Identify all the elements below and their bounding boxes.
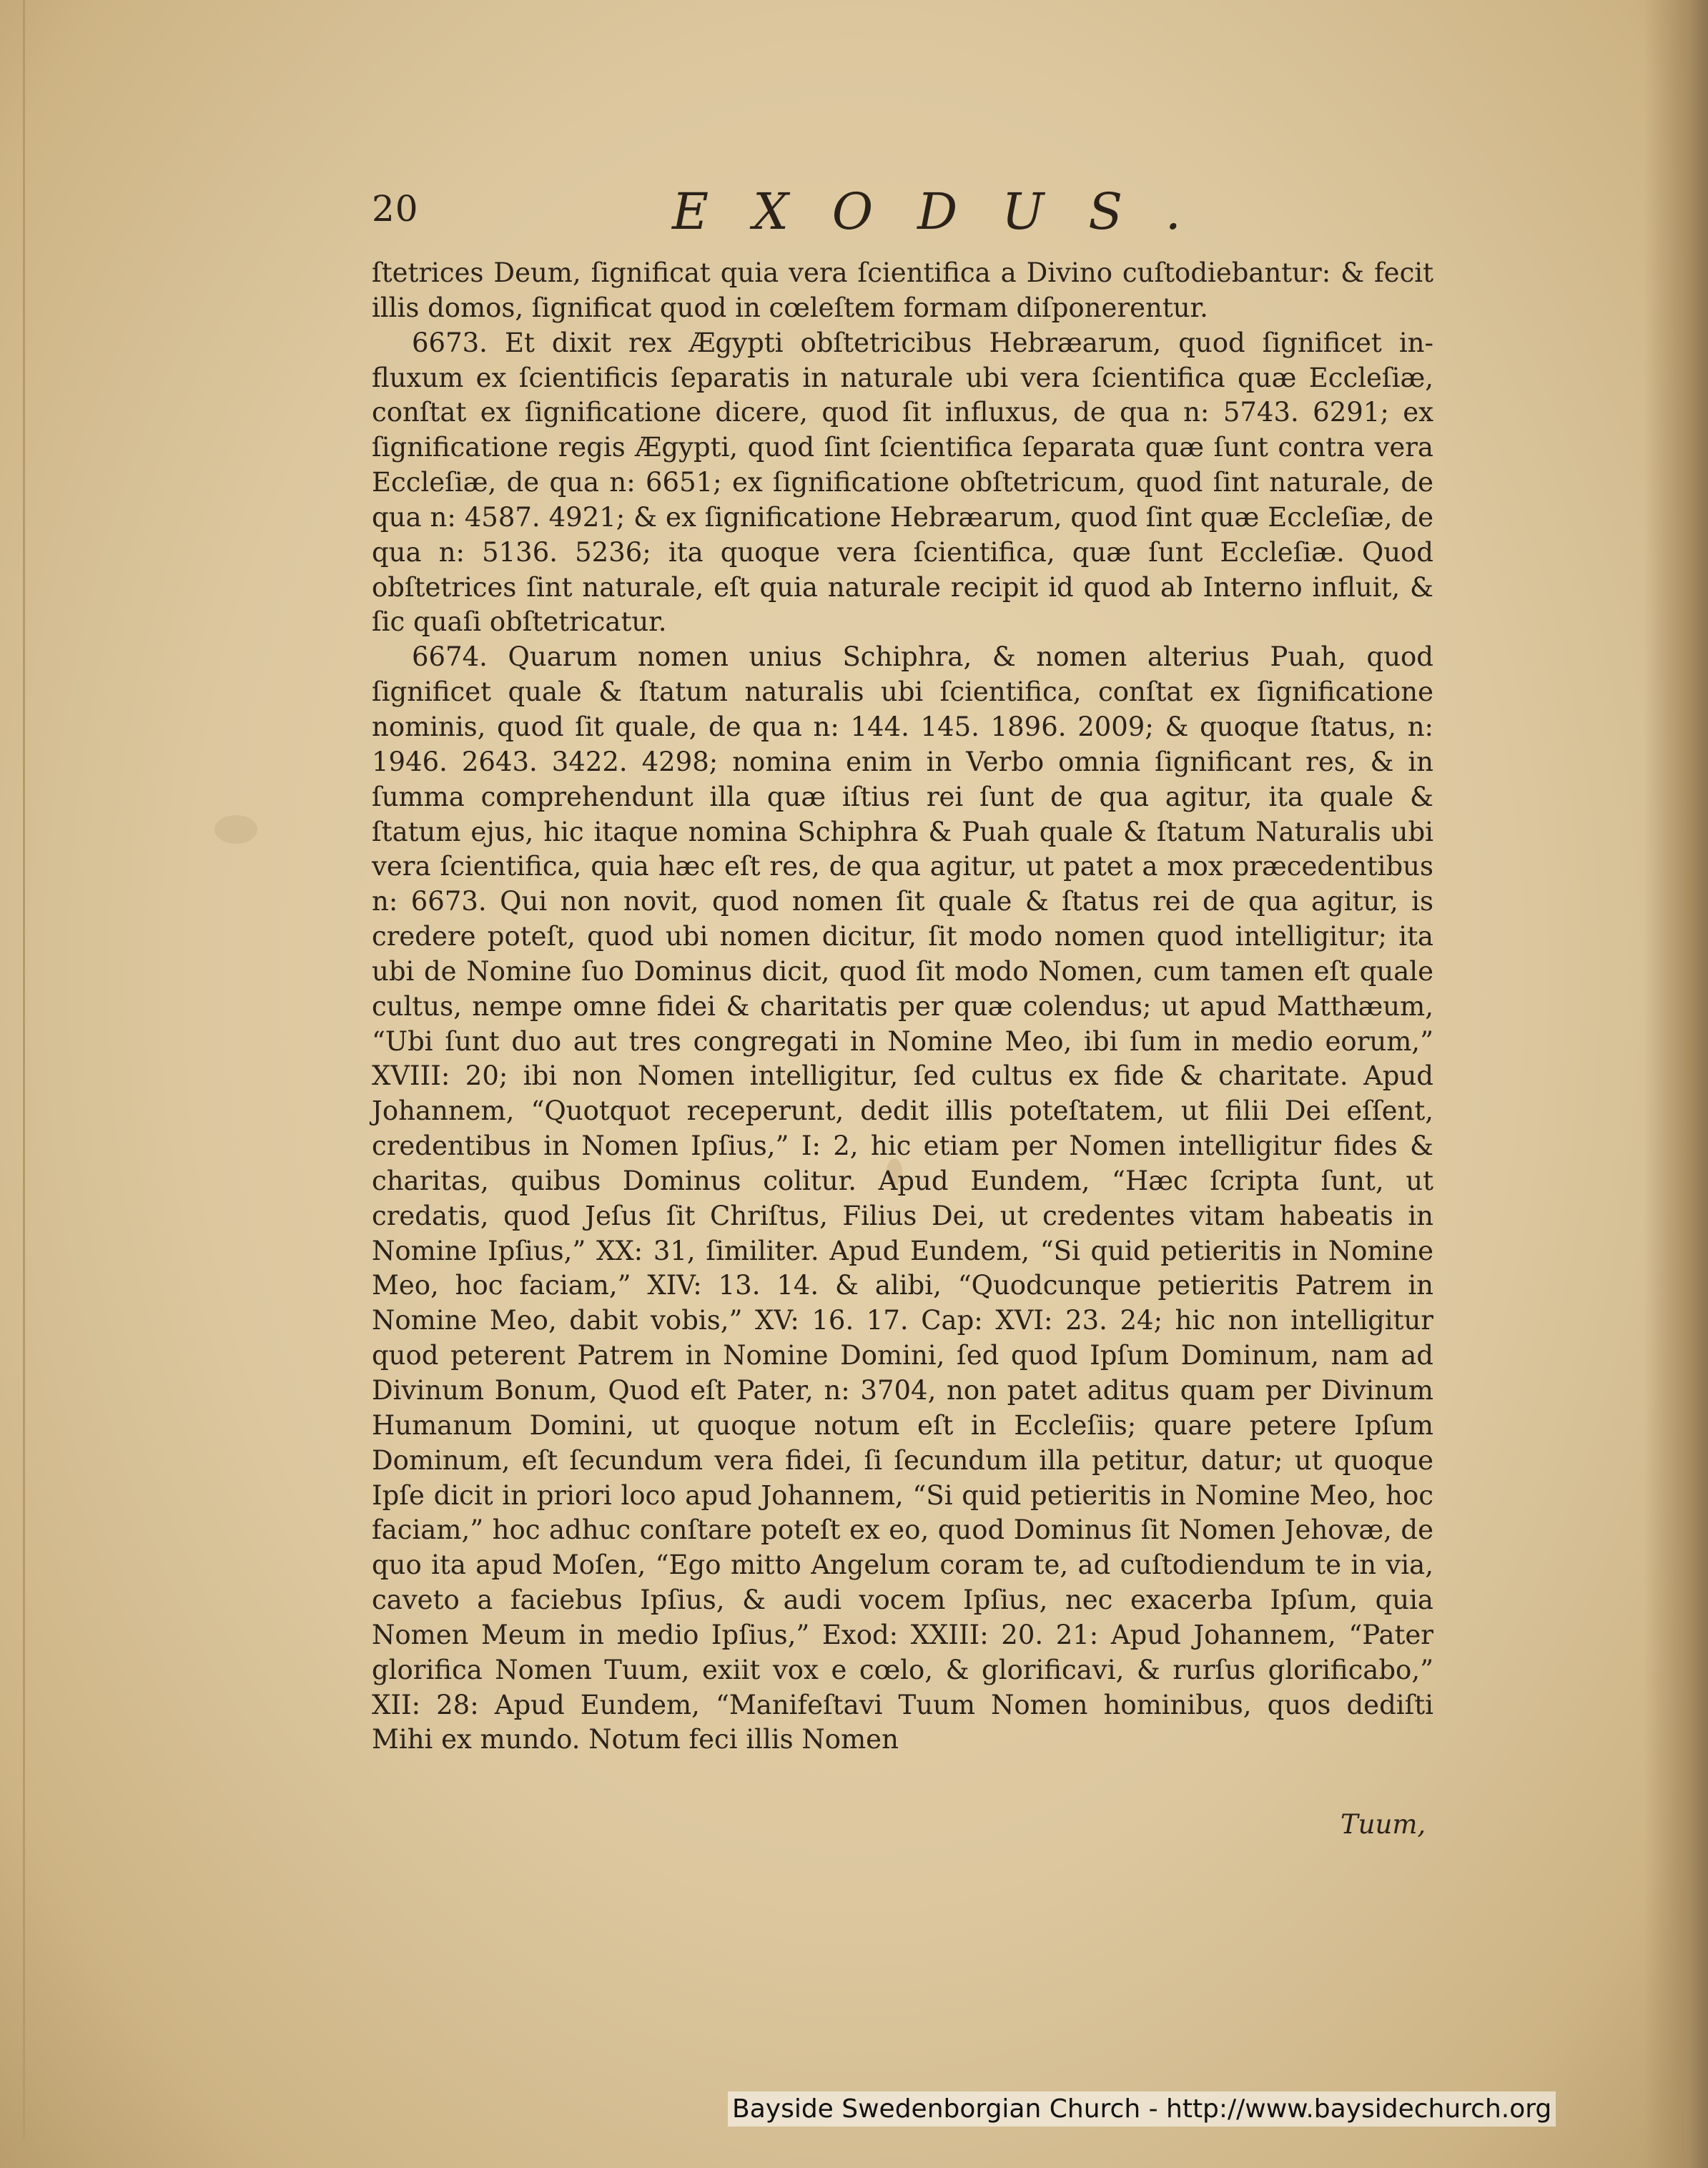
catchword: Tuum, bbox=[1341, 1809, 1426, 1840]
paragraph-6674: 6674. Quarum nomen unius Schiphra, & nomen alterius Puah, quod ſignificet quale & ſtatum naturalis ubi ſcientifica, conſtat ex ſignificatione nominis, quod ſit quale, de qua n: 144. 145. 1896. 2009; & quoque ſtatus, n: 1946. 2643. 3422. 4298; nomina enim in Verbo omnia ſignificant res, & in ſumma comprehendunt illa quæ iſtius rei ſunt de qua agitur, ita quale & ſtatum ejus, hic itaque nomina Schiphra & Puah quale & ſtatum Naturalis ubi vera ſcientifica, quia hæc eſt res, de qua agitur, ut patet a mox præcedentibus n: 6673. Qui non novit, quod nomen ſit quale & ſtatus rei de qua agitur, is credere poteſt, quod ubi nomen dicitur, ſit modo nomen quod intelligitur; ita ubi de Nomine ſuo Dominus dicit, quod ſit modo Nomen, cum tamen eſt quale cultus, nempe omne fidei & charitatis per quæ colendus; ut apud Matthæum, “Ubi ſunt duo aut tres congregati in Nomine Meo, ibi ſum in medio eorum,” XVIII: 20; ibi non Nomen intelligitur, ſed cultus ex fide & charitate. Apud Johannem, “Quotquot receperunt, dedit illis poteſtatem, ut filii Dei eſſent, credentibus in Nomen Ipſius,” I: 2, hic etiam per Nomen intelligitur fides & charitas, quibus Dominus colitur. Apud Eundem, “Hæc ſcripta ſunt, ut credatis, quod Jeſus ſit Chriſtus, Filius Dei, ut credentes vitam habeatis in Nomine Ipſius,” XX: 31, ſimiliter. Apud Eundem, “Si quid petieritis in Nomine Meo, hoc faciam,” XIV: 13. 14. & alibi, “Quodcunque petieritis Patrem in Nomine Meo, dabit vobis,” XV: 16. 17. Cap: XVI: 23. 24; hic non intelligitur quod peterent Patrem in Nomine Domini, ſed quod Ipſum Dominum, nam ad Divinum Bonum, Quod eſt Pater, n: 3704, non patet aditus quam per Divinum Humanum Domini, ut quoque notum eſt in Eccleſiis; quare petere Ipſum Dominum, eſt ſecundum vera fidei, ſi ſecundum illa petitur, datur; ut quoque Ipſe dicit in priori loco apud Johannem, “Si quid petieritis in Nomine Meo, hoc faciam,” hoc adhuc conſtare poteſt ex eo, quod Dominus ſit Nomen Jehovæ, de quo ita apud Moſen, “Ego mitto Angelum coram te, ad cuſtodiendum te in via, caveto a faciebus Ipſius, & audi vocem Ipſius, nec exacerba Ipſum, quia Nomen Meum in medio Ipſius,” Exod: XXIII: 20. 21: Apud Johannem, “Pater glorifica Nomen Tuum, exiit vox e cœlo, & glorificavi, & rurſus glorificabo,” XII: 28: Apud Eundem, “Manifeſtavi Tuum Nomen hominibus, quos dediſti Mihi ex mundo. Notum feci illis Nomen bbox=[372, 641, 1433, 1755]
source-watermark: Bayside Swedenborgian Church - http://www.baysidechurch.org bbox=[728, 2091, 1556, 2127]
body-text bbox=[372, 256, 1433, 1758]
page-header bbox=[372, 182, 1444, 247]
running-title: EXODUS. bbox=[672, 182, 1225, 241]
paper-stain bbox=[214, 815, 257, 844]
paragraph-6673: 6673. Et dixit rex Ægypti obſtetricibus Hebræarum, quod ſignificet influxum ex ſcientificis ſeparatis in naturale ubi vera ſcientifica quæ Eccleſiæ, conſtat ex ſignificatione dicere, quod ſit influxus, de qua n: 5743. 6291; ex ſignificatione regis Ægypti, quod ſint ſcientifica ſeparata quæ ſunt contra vera Eccleſiæ, de qua n: 6651; ex ſignificatione obſtetricum, quod ſint naturale, de qua n: 4587. 4921; & ex ſignificatione Hebræarum, quod ſint quæ Eccleſiæ, de qua n: 5136. 5236; ita quoque vera ſcientifica, quæ ſunt Eccleſiæ. Quod obſtetrices ſint naturale, eſt quia naturale recipit id quod ab Interno influit, & ſic quaſi obſtetricatur. bbox=[372, 327, 1433, 638]
page-edge bbox=[23, 0, 25, 2138]
page-number: 20 bbox=[372, 188, 419, 230]
paragraph-continuation: ſtetrices Deum, ſignificat quia vera ſcientifica a Divino cuſtodiebantur: & fecit illis domos, ſignificat quod in cœleſtem formam diſponerentur. bbox=[372, 257, 1433, 323]
gutter-shadow bbox=[1644, 0, 1708, 2168]
